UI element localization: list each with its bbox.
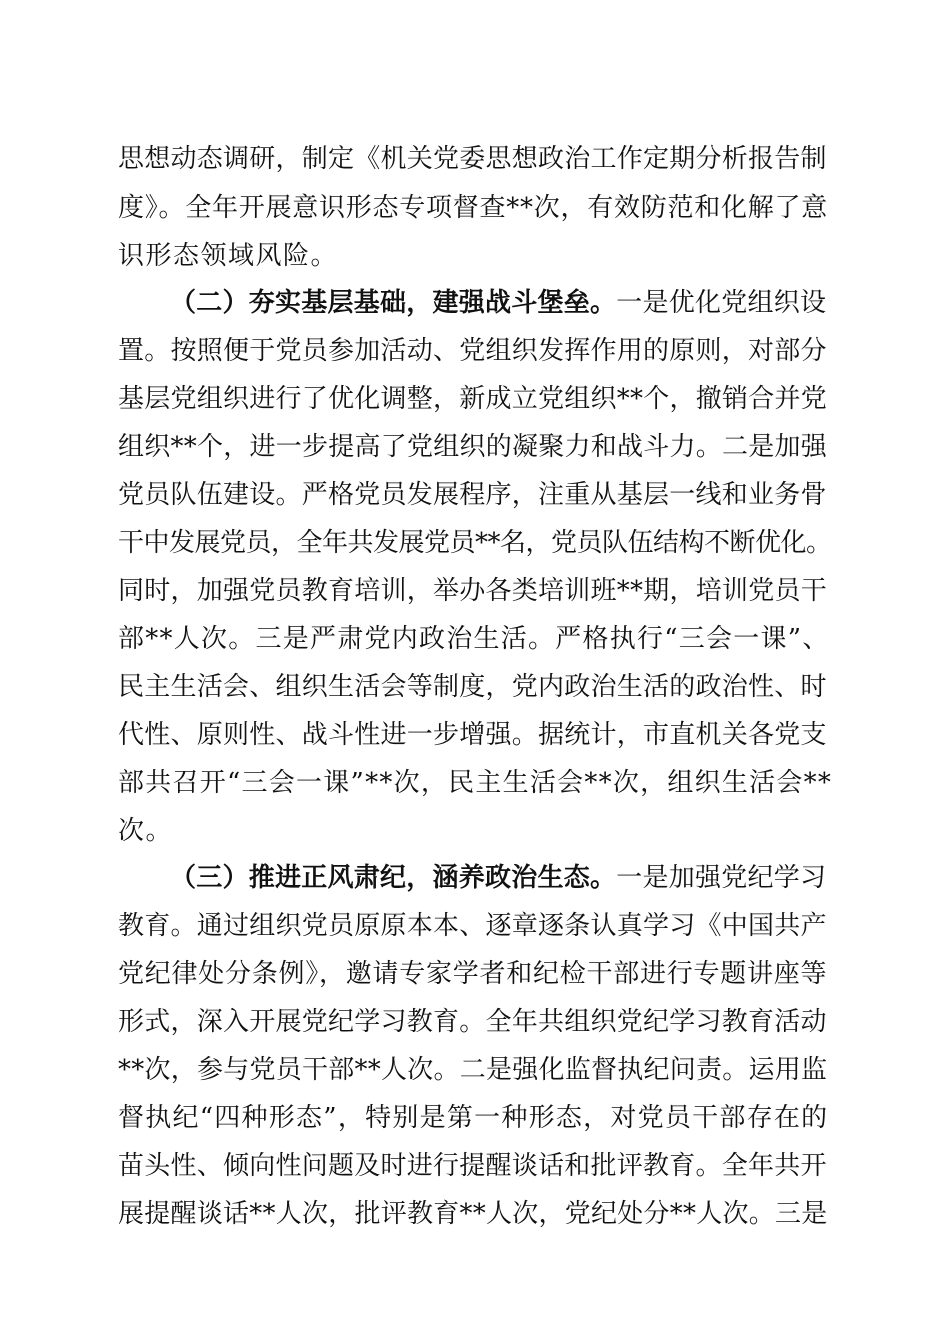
text-line: 督执纪“四种形态”，特别是第一种形态，对党员干部存在的 [118, 1103, 829, 1133]
text-line: **次，参与党员干部**人次。二是强化监督执纪问责。运用监 [118, 1055, 828, 1085]
paragraph-first-line [170, 862, 826, 894]
text-line: 识形态领域风险。 [118, 241, 339, 271]
text-line: 党员队伍建设。严格党员发展程序，注重从基层一线和业务骨 [118, 480, 827, 510]
text-line: 教育。通过组织党员原原本本、逐章逐条认真学习《中国共产 [118, 911, 827, 941]
text-line: 展提醒谈话**人次，批评教育**人次，党纪处分**人次。三是 [118, 1199, 828, 1229]
text-line: 思想动态调研，制定《机关党委思想政治工作定期分析报告制 [118, 144, 827, 174]
text-line: 代性、原则性、战斗性进一步增强。据统计，市直机关各党支 [118, 720, 827, 750]
text-line: 民主生活会、组织生活会等制度，党内政治生活的政治性、时 [118, 672, 827, 702]
text-line: 次。 [118, 816, 174, 846]
paragraph-first-line [170, 287, 826, 319]
text-line: 组织**个，进一步提高了党组织的凝聚力和战斗力。二是加强 [118, 432, 828, 462]
section-heading: （二）夯实基层基础，建强战斗堡垒。 [170, 288, 617, 318]
text-line: 形式，深入开展党纪学习教育。全年共组织党纪学习教育活动 [118, 1007, 827, 1037]
text-run: 一是优化党组织设 [616, 288, 827, 318]
text-line: 苗头性、倾向性问题及时进行提醒谈话和批评教育。全年共开 [118, 1151, 827, 1181]
text-line: 置。按照便于党员参加活动、党组织发挥作用的原则，对部分 [118, 336, 827, 366]
text-line: 党纪律处分条例》，邀请专家学者和纪检干部进行专题讲座等 [118, 959, 828, 989]
text-line: 部共召开“三会一课”**次，民主生活会**次，组织生活会** [118, 768, 833, 798]
text-line: 干中发展党员，全年共发展党员**名，党员队伍结构不断优化。 [118, 528, 832, 558]
text-run: 一是加强党纪学习 [616, 863, 827, 893]
text-line: 同时，加强党员教育培训，举办各类培训班**期，培训党员干 [118, 576, 828, 606]
section-heading: （三）推进正风肃纪，涵养政治生态。 [170, 863, 617, 893]
text-line: 基层党组织进行了优化调整，新成立党组织**个，撤销合并党 [118, 384, 828, 414]
text-line: 度》。全年开展意识形态专项督查**次，有效防范和化解了意 [118, 193, 829, 223]
text-line: 部**人次。三是严肃党内政治生活。严格执行“三会一课”、 [118, 624, 830, 654]
